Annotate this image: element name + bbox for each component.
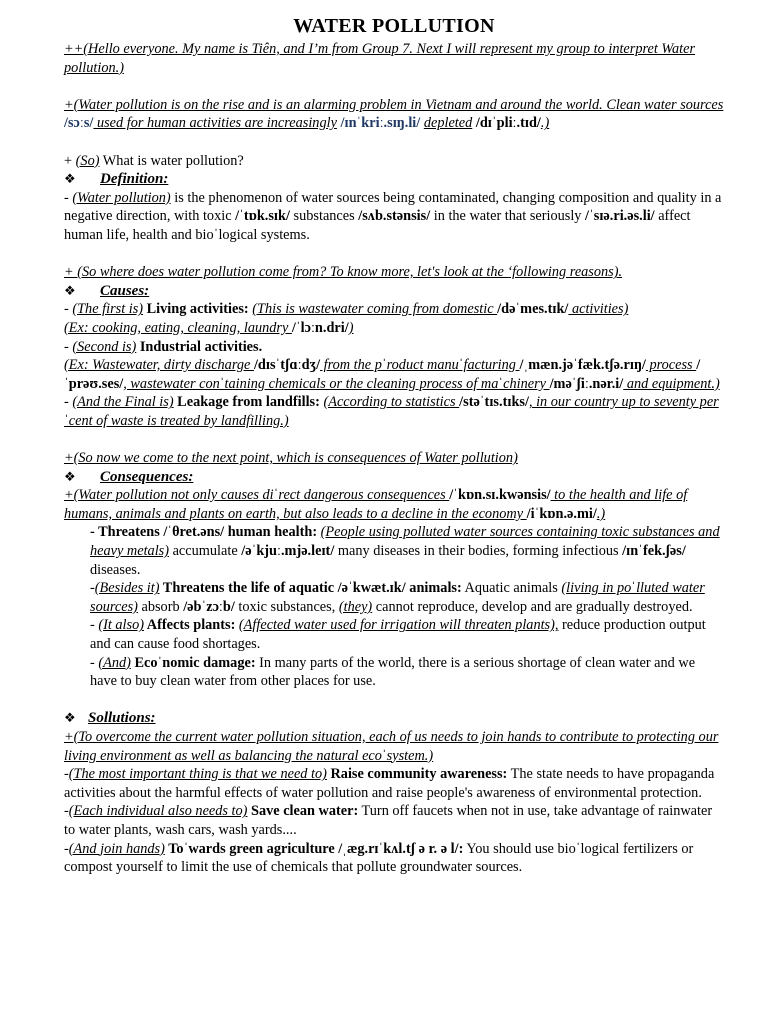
cause-landfill-end: , in our country up to seventy perˈcent of waste is treated by landfilling.) — [64, 394, 719, 429]
causes-heading-row — [64, 282, 724, 301]
cause-industrial-title: Industrial activities. — [136, 338, 263, 355]
page-title: WATER POLLUTION — [293, 15, 495, 37]
dash: - — [64, 803, 69, 820]
question-plus: + — [64, 152, 73, 169]
dash: - — [64, 840, 69, 857]
ipa-accumulate: /əˈkjuː.mjə.leɪt/ — [241, 543, 335, 560]
causes-intro — [64, 263, 724, 282]
solutions-paragraph — [64, 728, 724, 765]
ipa-aquatic: /əˈkwæt.ɪk/ — [337, 580, 406, 597]
dash: - — [64, 301, 73, 318]
ipa-economy: /iˈkɒn.ə.mi/ — [526, 505, 597, 522]
ipa-increasingly: /ɪnˈkriː.sɪŋ.li/ — [340, 115, 421, 132]
cause-landfill-title: Leakage from landfills: — [173, 394, 324, 411]
item-text: In many parts of the world, there is a serious shortage of clean water and we have to buy clean water from other places for use. — [90, 654, 696, 690]
spacer — [64, 245, 724, 264]
question-line — [64, 152, 724, 171]
ipa-agriculture: /ˌæg.rɪˈkʌl.tʃ ə r. ə l/: — [338, 840, 464, 857]
intro-greeting — [64, 40, 724, 77]
example-end: ) — [348, 319, 354, 336]
cons-text-a: +(Water pollution not only causes diˈrect dangerous consequences — [64, 487, 450, 504]
causes-intro-text: + (So where does water pollution come from? To know more, let's look at the ‘following reasons). — [64, 264, 623, 281]
cause-industrial-lead: (Second is) — [72, 338, 137, 355]
cons-text-b: to the health and life of humans, animals and plants on earth, but also leads to a decline in the economy — [64, 487, 688, 522]
consequence-plants — [90, 616, 724, 653]
item-text: The state needs to have propaganda activities about the harmful effects of water pollution and raise people's awareness of environmental protection. — [64, 766, 715, 801]
diamond-bullet-icon: ❖ — [64, 171, 76, 187]
causes-heading: Causes: — [100, 282, 150, 299]
diamond-bullet-icon: ❖ — [64, 468, 76, 484]
spacer — [64, 77, 724, 96]
solutions-text: +(To overcome the current water pollution situation, each of us needs to join hands to contribute to protecting our living environment as well as balancing the natural ecoˈsystem.) — [64, 728, 719, 764]
example-text: (Ex: Wastewater, dirty discharge — [64, 357, 254, 374]
ipa-domestic: /dəˈmes.tɪk/ — [497, 301, 569, 318]
item-note: (living in poˈlluted water sources) — [90, 580, 705, 615]
cause-living-end: activities) — [568, 301, 629, 318]
item-text-2: many diseases in their bodies, forming infectious — [334, 543, 623, 560]
consequence-economic — [90, 654, 724, 691]
cause-landfill-lead: (And the Final is) — [72, 394, 174, 411]
dash: - — [64, 394, 73, 411]
item-note: (People using polluted water sources containing toxic substances and heavy metals) — [90, 524, 720, 560]
ipa-consequences: /ˈkɒn.sɪ.kwənsis/ — [449, 487, 551, 504]
consequences-heading: Consequences: — [100, 468, 194, 485]
consequences-intro-text: +(So now we come to the next point, which is consequences of Water pollution) — [64, 450, 518, 467]
solution-save-water — [64, 802, 724, 839]
question-so: (So) — [75, 152, 100, 169]
item-title: Ecoˈnomic damage: — [130, 654, 256, 671]
item-lead: (It also) — [98, 617, 145, 634]
item-note-2: (they) — [338, 598, 373, 615]
cause-living — [64, 300, 724, 319]
item-title-2: human health: — [224, 524, 321, 541]
item-note: (Affected water used for irrigation will threaten plants), — [238, 617, 559, 634]
cause-living-example — [64, 319, 724, 338]
dash: - — [90, 617, 99, 634]
definition-heading: Definition: — [100, 171, 169, 188]
dash: - — [64, 766, 69, 783]
item-title-2: animals: — [405, 580, 462, 597]
item-title: Affects plants: — [144, 617, 239, 634]
consequences-intro — [64, 449, 724, 468]
cause-landfills — [64, 393, 724, 430]
definition-heading-row — [64, 170, 724, 189]
cause-living-lead: (The first is) — [72, 301, 144, 318]
item-lead: (Besides it) — [94, 580, 160, 597]
intro-text-b: used for human activities are increasingly — [93, 115, 337, 132]
dash: - — [90, 654, 99, 671]
def-dash: - — [64, 189, 73, 206]
intro-text-c: depleted — [423, 115, 473, 132]
item-lead: (Each individual also needs to) — [68, 803, 248, 820]
item-lead: (The most important thing is that we need to) — [68, 766, 327, 783]
cause-landfill-text: (According to statistics — [323, 394, 460, 411]
ipa-machinery: /məˈʃiː.nər.i/ — [549, 375, 624, 392]
solutions-heading: Sollutions: — [88, 710, 156, 727]
ipa-substances: /sʌb.stənsis/ — [358, 208, 431, 225]
consequence-aquatic — [90, 579, 724, 616]
ipa-discharge: /dɪsˈtʃɑːdʒ/ — [253, 357, 321, 374]
cons-text-c: .) — [596, 505, 606, 522]
spacer — [64, 133, 724, 152]
item-text: reduce production output and can cause food shortages. — [90, 617, 706, 652]
document-page — [64, 14, 724, 877]
item-title: Save clean water: — [247, 803, 359, 820]
cause-industrial — [64, 338, 724, 357]
cause-living-title: Living activities: — [143, 301, 253, 318]
def-text-3: in the water that seriously — [430, 208, 586, 225]
def-text-2: substances — [289, 208, 359, 225]
def-text-1: is the phenomenon of water sources being contaminated, changing composition and quality in a negative direction, with toxic — [64, 189, 722, 225]
item-text: accumulate — [169, 543, 242, 560]
consequences-heading-row — [64, 468, 724, 487]
item-lead: (And) — [98, 654, 131, 671]
dash: - — [64, 338, 73, 355]
intro-paragraph — [64, 96, 724, 133]
item-title: Raise community awareness: — [326, 766, 508, 783]
ipa-sources: /sɔːs/ — [64, 115, 94, 132]
example-text-5: and equipment.) — [623, 375, 720, 392]
item-text: You should use bioˈlogical fertilizers or compost yourself to limit the use of chemicals that pollute groundwater sources. — [64, 840, 694, 876]
spacer — [64, 430, 724, 449]
ipa-laundry: /ˈlɔːn.dri/ — [291, 319, 349, 336]
item-text-4: cannot reproduce, develop and are gradually destroyed. — [372, 598, 693, 615]
solutions-heading-row — [64, 709, 724, 728]
diamond-bullet-icon: ❖ — [64, 282, 76, 298]
ipa-infectious: /ɪnˈfek.ʃəs/ — [622, 543, 686, 560]
consequence-human-health — [90, 523, 724, 579]
item-text-2: absorb — [137, 598, 184, 615]
solution-green-agriculture — [64, 840, 724, 877]
ipa-process: /ˈprəʊ.ses/ — [64, 357, 701, 392]
solution-awareness — [64, 765, 724, 802]
ipa-seriously: /ˈsɪə.ri.əs.li/ — [585, 208, 655, 225]
spacer — [64, 691, 724, 710]
example-text: (Ex: cooking, eating, cleaning, laundry — [64, 319, 292, 336]
consequences-list — [64, 523, 724, 690]
definition-paragraph — [64, 189, 724, 245]
cause-industrial-example — [64, 356, 724, 393]
item-lead: (And join hands) — [68, 840, 165, 857]
item-text: Turn off faucets when not in use, take advantage of rainwater to water plants, wash cars, wash yards.... — [64, 803, 713, 838]
example-text-2: from the pˈroduct manuˈfacturing — [320, 357, 520, 374]
item-text: Aquatic animals — [461, 580, 562, 597]
cause-living-text: (This is wastewater coming from domestic — [252, 301, 498, 318]
example-text-3: process — [645, 357, 697, 374]
item-title: Threatens the life of aquatic — [159, 580, 338, 597]
intro-text-d: .) — [540, 115, 550, 132]
consequences-paragraph — [64, 486, 724, 523]
dash: - — [90, 580, 95, 597]
def-term: (Water pollution) — [72, 189, 171, 206]
def-text-4: affect human life, health and bioˈlogical systems. — [64, 208, 691, 243]
ipa-statistics: /stəˈtɪs.tɪks/ — [459, 394, 529, 411]
item-title: - Threatens — [90, 524, 164, 541]
ipa-absorb: /əbˈzɔːb/ — [183, 598, 235, 615]
ipa-threatens: /ˈθret.əns/ — [163, 524, 225, 541]
question-text: What is water pollution? — [99, 152, 244, 169]
example-text-4: , wastewater conˈtaining chemicals or the cleaning process of maˈchinery — [123, 375, 550, 392]
ipa-toxic: /ˈtɒk.sɪk/ — [235, 208, 290, 225]
intro-text-a: +(Water pollution is on the rise and is an alarming problem in Vietnam and around the world. Clean water sources — [64, 96, 724, 113]
ipa-manufacturing: /ˌmæn.jəˈfæk.tʃə.rɪŋ/ — [519, 357, 646, 374]
item-text-3: diseases. — [90, 561, 141, 578]
diamond-bullet-icon: ❖ — [64, 710, 76, 726]
item-text-3: toxic substances, — [234, 598, 339, 615]
greeting-text: ++(Hello everyone. My name is Tiên, and I’m from Group 7. Next I will represent my group to interpret Water pollution.) — [64, 41, 696, 76]
ipa-depleted: /dɪˈpliː.tɪd/ — [475, 115, 541, 132]
item-title: Toˈwards green agriculture — [164, 840, 339, 857]
